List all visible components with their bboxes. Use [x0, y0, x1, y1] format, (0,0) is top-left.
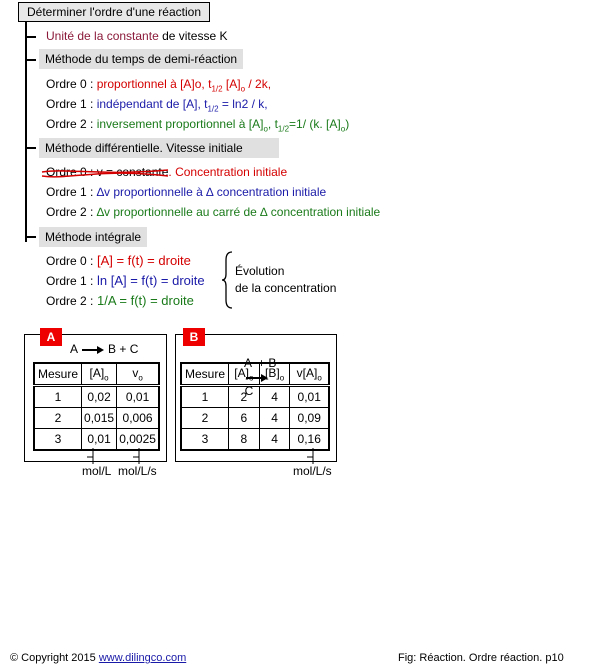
- order-text: ∆v proportionnelle à ∆ concentration initiale: [93, 185, 327, 199]
- reactant: A: [70, 342, 78, 356]
- cell: 0,01: [290, 386, 329, 408]
- panel-a-badge: A: [40, 328, 62, 346]
- arrow-right-icon: [81, 345, 105, 355]
- cell: 1: [181, 386, 229, 408]
- cell: 4: [259, 429, 290, 451]
- cell: 0,02: [82, 386, 117, 408]
- strike-mark: [38, 162, 178, 184]
- order-text: [A] = f(t) = droite: [93, 253, 191, 268]
- copyright-text: © Copyright 2015: [10, 652, 99, 664]
- cell: 8: [229, 429, 260, 451]
- header-cell: $v[A]_o$: [290, 363, 329, 386]
- order-label: Ordre 0 :: [46, 254, 94, 268]
- order-text: proportionnel à [A]o, t: [93, 77, 212, 91]
- unit-a-rate: mol/L/s: [118, 464, 157, 478]
- cell: 1: [34, 386, 82, 408]
- products: B + C: [108, 342, 139, 356]
- cell: 2: [181, 408, 229, 429]
- table-row: [181, 386, 329, 408]
- cell: 4: [259, 386, 290, 408]
- table-row: [34, 408, 159, 429]
- differential-order-1: [46, 185, 326, 199]
- reactants: A + B: [244, 356, 277, 370]
- struck-text: v = constante: [93, 165, 169, 179]
- table-row: [34, 386, 159, 408]
- cell: 3: [34, 429, 82, 451]
- header-cell: $[A]_o$: [82, 363, 117, 386]
- unit-line: [46, 29, 227, 43]
- unit-line-prefix: Unité de la constante: [46, 29, 159, 43]
- order-text: indépendant de [A], t: [93, 97, 208, 111]
- unit-line-suffix: de vitesse K: [158, 29, 228, 43]
- table-a: [33, 362, 160, 451]
- table-header-row: [181, 363, 329, 386]
- order-label: Ordre 0 :: [46, 165, 94, 179]
- order-text: ∆v proportionnelle au carré de ∆ concentration initiale: [93, 205, 381, 219]
- table-row: [181, 429, 329, 451]
- figure-caption: Fig: Réaction. Ordre réaction. p10: [398, 652, 564, 664]
- half-life-order-1: Ordre 1 : indépendant de [A], $t_{1/2} = \ln 2 / k$,: [46, 97, 268, 114]
- footer-link[interactable]: www.dilingco.com: [98, 652, 187, 664]
- order-text: inversement proportionnel à [A]: [93, 117, 264, 131]
- order-label: Ordre 0 :: [46, 77, 94, 91]
- evolution-note-line2: de la concentration: [235, 281, 337, 295]
- product: C: [244, 384, 254, 398]
- cell: 0,0025: [117, 429, 159, 451]
- order-text: 1/A = f(t) = droite: [93, 293, 194, 308]
- integral-order-1: [46, 273, 205, 288]
- reaction-a: [70, 342, 138, 356]
- order-label: Ordre 2 :: [46, 294, 94, 308]
- half-life-order-0: Ordre 0 : proportionnel à [A]o, $t_{1/2}$ $[A]_o / 2k$,: [46, 77, 272, 94]
- differential-order-2: [46, 205, 380, 219]
- brace: [220, 250, 236, 310]
- cell: 0,16: [290, 429, 329, 451]
- order-label: Ordre 2 :: [46, 117, 94, 131]
- cell: 0,09: [290, 408, 329, 429]
- order-text: . Concentration initiale: [168, 165, 288, 179]
- panel-b-badge: B: [183, 328, 205, 346]
- cell: 0,01: [82, 429, 117, 451]
- table-row: [181, 408, 329, 429]
- integral-order-2: [46, 293, 194, 308]
- section-half-life: Méthode du temps de demi-réaction: [39, 49, 243, 69]
- order-label: Ordre 2 :: [46, 205, 94, 219]
- section-integral: Méthode intégrale: [39, 227, 147, 247]
- header-cell: $[B]_o$: [259, 363, 290, 386]
- evolution-note-line1: Évolution: [235, 264, 285, 278]
- unit-b-rate: mol/L/s: [293, 464, 332, 478]
- order-label: Ordre 1 :: [46, 97, 94, 111]
- integral-order-0: [46, 253, 191, 268]
- cell: 2: [34, 408, 82, 429]
- half-life-order-2: Ordre 2 : inversement proportionnel à $[A]_o$, $t_{1/2}=1/$ (k. $[A]_o$): [46, 117, 350, 134]
- header-cell: $[A]_o$: [229, 363, 260, 386]
- cell: 4: [259, 408, 290, 429]
- cell: 0,01: [117, 386, 159, 408]
- header-cell: $v_o$: [117, 363, 159, 386]
- footer-copyright: [10, 652, 186, 664]
- section-differential: Méthode différentielle. Vitesse initiale: [39, 138, 279, 158]
- cell: 0,006: [117, 408, 159, 429]
- header-cell: Mesure: [181, 363, 229, 386]
- cell: 0,015: [82, 408, 117, 429]
- order-label: Ordre 1 :: [46, 185, 94, 199]
- table-b: [180, 362, 330, 451]
- cell: 3: [181, 429, 229, 451]
- order-text: ln [A] = f(t) = droite: [93, 273, 205, 288]
- order-label: Ordre 1 :: [46, 274, 94, 288]
- cell: 6: [229, 408, 260, 429]
- unit-a-conc: mol/L: [82, 464, 112, 478]
- page-title: Déterminer l'ordre d'une réaction: [18, 2, 210, 22]
- table-header-row: [34, 363, 159, 386]
- header-cell: Mesure: [34, 363, 82, 386]
- cell: 2: [229, 386, 260, 408]
